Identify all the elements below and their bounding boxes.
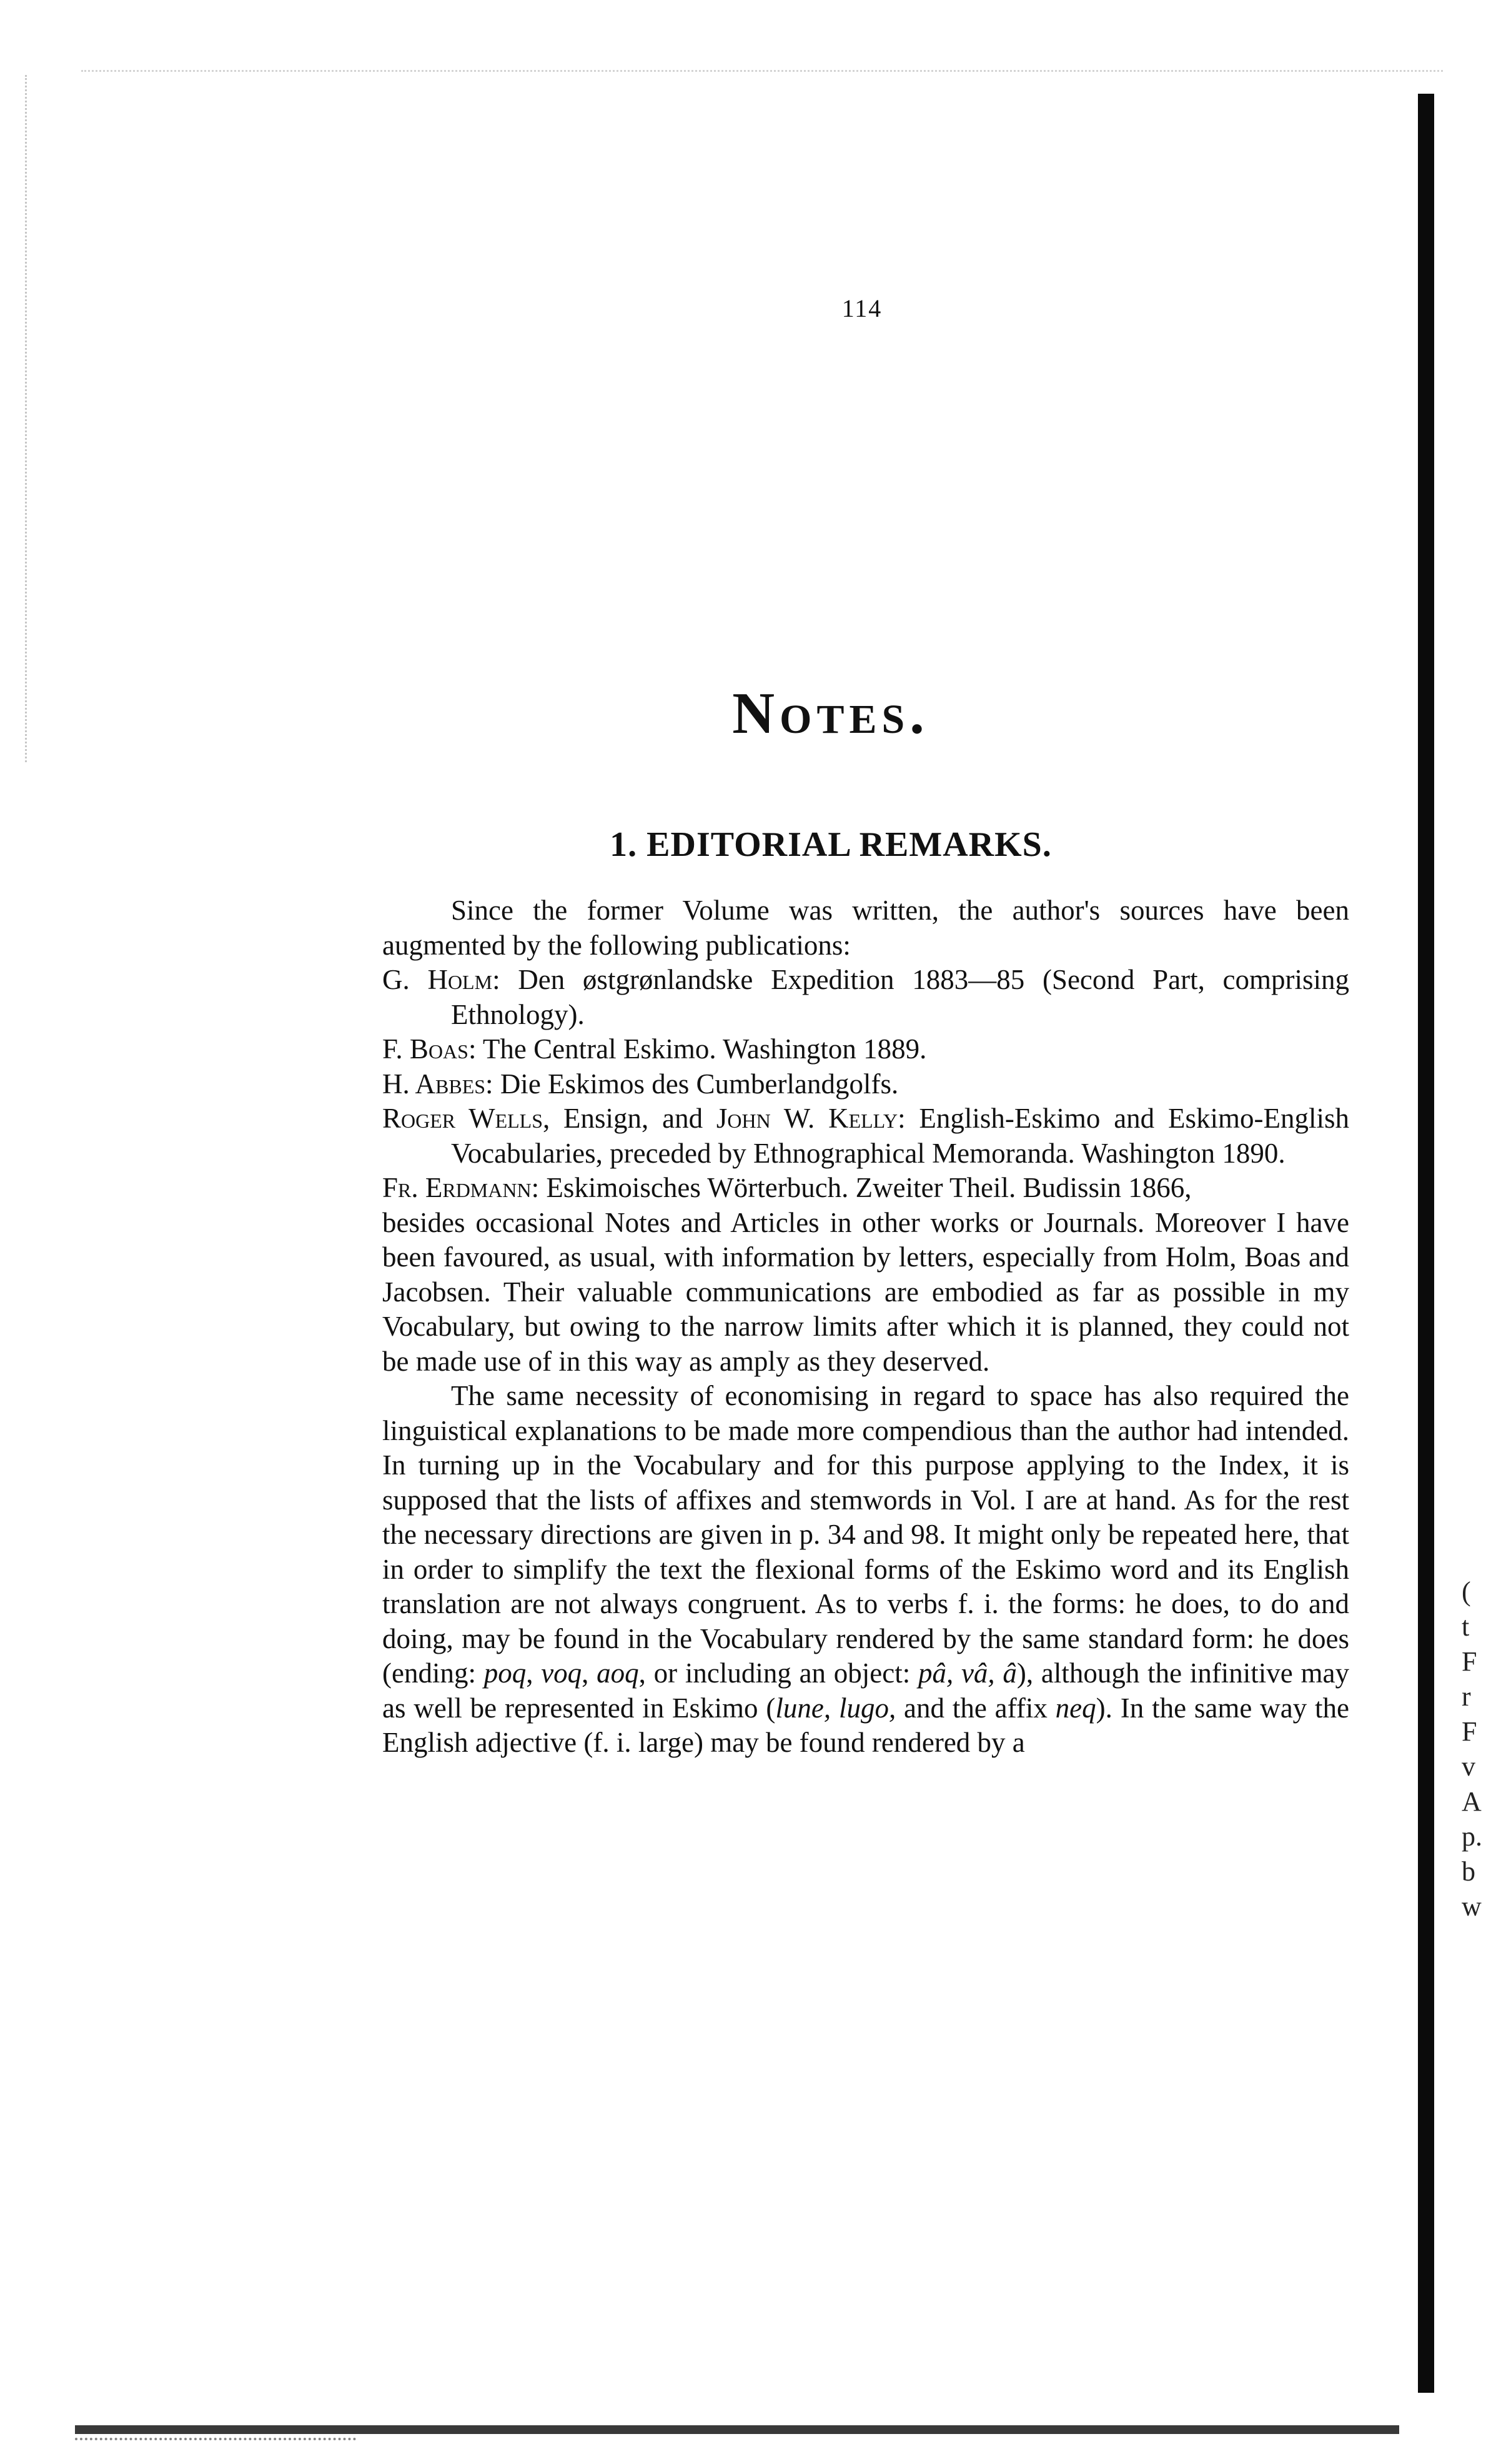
fragment-char: ( — [1462, 1576, 1471, 1607]
eskimo-ending: voq — [541, 1657, 582, 1689]
fragment-char: v — [1462, 1751, 1475, 1782]
reference-author: G. Holm — [382, 964, 493, 995]
reference-wells-kelly: Roger Wells, Ensign, and John W. Kelly: English-Eskimo and Eskimo-English Vocabularies, preceded by Ethnographical Memoranda. Washington 1890. — [382, 1103, 1349, 1169]
bottom-scan-rule-dotted — [75, 2438, 356, 2447]
fragment-char: F — [1462, 1646, 1477, 1677]
paragraph-sources: besides occasional Notes and Articles in other works or Journals. Moreover I have been favoured, as usual, with information by letters, especially from Holm, Boas and Jacobsen. Their valuable communications are embodied as far as possible in my Vocabulary, but owing to the narrow limits after which it is planned, they could not be made use of in this way as amply as they deserved. — [382, 1206, 1349, 1377]
reference-text: Den østgrønlandske Expedition 1883—85 (Second Part, comprising Ethnology). — [451, 964, 1349, 1030]
reference-author: Fr. Erdmann — [382, 1172, 532, 1203]
reference-abbes: H. Abbes: Die Eskimos des Cumberlandgolfs. — [382, 1068, 899, 1100]
paragraph-economising: The same necessity of economising in regard to space has also required the linguistical explanations to be made more compendious than the author had intended. In turning up in the Vocabulary and for this purpose applying to the Index, it is supposed that the lists of affixes and stemwords in Vol. I are at hand. As for the rest the necessary directions are given in p. 34 and 98. It might only be repeated here, that in order to simplify the text the flexional forms of the Eskimo word and its English translation are not always congruent. As to verbs f. i. the forms: he does, to do and doing, may be found in the Vocabulary rendered by the same standard form: he does (ending: poq, voq, aoq, or including an object: pâ, vâ, â), although the infinitive may as well be represented in Eskimo (lune, lugo, and the affix neq). In the same way the English adjective (f. i. large) may be found rendered by a — [382, 1380, 1349, 1758]
reference-boas: F. Boas: The Central Eskimo. Washington 1889. — [382, 1033, 927, 1065]
reference-text: Die Eskimos des Cumberlandgolfs. — [500, 1068, 899, 1100]
section-heading: 1. EDITORIAL REMARKS. — [610, 825, 1052, 864]
intro-paragraph: Since the former Volume was written, the author's sources have been augmented by the following publications: — [382, 895, 1349, 961]
fragment-char: A — [1462, 1786, 1482, 1817]
eskimo-ending: poq — [483, 1657, 527, 1689]
eskimo-affix: neq — [1055, 1692, 1096, 1724]
binding-shadow-bar — [1418, 94, 1434, 2393]
bottom-scan-rule — [75, 2425, 1399, 2434]
adjacent-page-fragments — [1462, 1574, 1499, 1924]
fragment-char: w — [1462, 1891, 1482, 1922]
reference-author: Roger Wells — [382, 1103, 543, 1134]
fragment-char: b — [1462, 1856, 1475, 1887]
fragment-char: p. — [1462, 1821, 1482, 1852]
fragment-char: r — [1462, 1681, 1471, 1712]
eskimo-ending: pâ, vâ, â — [918, 1657, 1017, 1689]
reference-holm: G. Holm: Den østgrønlandske Expedition 1883—85 (Second Part, comprising Ethnology). — [382, 964, 1349, 1030]
reference-text: The Central Eskimo. Washington 1889. — [482, 1033, 927, 1065]
reference-text: English-Eskimo and Eskimo-English Vocabularies, preceded by Ethnographical Memoranda. Washington 1890. — [451, 1103, 1349, 1169]
page-title: Notes. — [732, 681, 929, 746]
scan-edge-artifact — [25, 75, 64, 762]
reference-author-2: John W. Kelly — [716, 1103, 898, 1134]
scan-top-artifact — [81, 70, 1443, 78]
page-number: 114 — [841, 294, 883, 322]
fragment-char: t — [1462, 1611, 1470, 1642]
reference-author: F. Boas — [382, 1033, 468, 1065]
eskimo-word: lune, lugo, — [775, 1692, 896, 1724]
reference-author: H. Abbes — [382, 1068, 486, 1100]
reference-erdmann: Fr. Erdmann: Eskimoisches Wörterbuch. Zweiter Theil. Budissin 1866, — [382, 1172, 1192, 1203]
eskimo-ending: aoq — [597, 1657, 639, 1689]
reference-text: Eskimoisches Wörterbuch. Zweiter Theil. Budissin 1866, — [546, 1172, 1192, 1203]
fragment-char: F — [1462, 1716, 1477, 1747]
body-text — [382, 893, 1349, 1761]
